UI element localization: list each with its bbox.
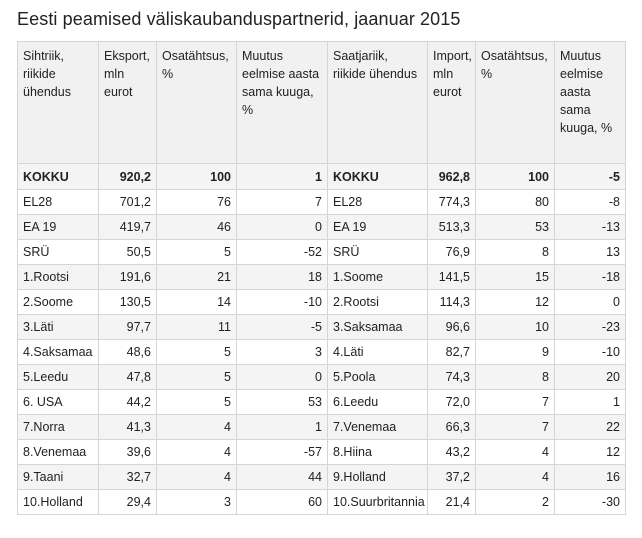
country-cell: EL28 — [18, 190, 99, 215]
value-cell: 74,3 — [428, 365, 476, 390]
value-cell: 16 — [555, 465, 626, 490]
column-header: Osatähtsus, % — [157, 42, 237, 164]
value-cell: 7 — [476, 390, 555, 415]
value-cell: 76 — [157, 190, 237, 215]
value-cell: 114,3 — [428, 290, 476, 315]
value-cell: 66,3 — [428, 415, 476, 440]
table-header-row — [18, 42, 626, 164]
value-cell: -30 — [555, 490, 626, 515]
value-cell: 46 — [157, 215, 237, 240]
table-row-total — [18, 164, 626, 190]
value-cell: 15 — [476, 265, 555, 290]
value-cell: -23 — [555, 315, 626, 340]
column-header: Sihtriik, riikide ühendus — [18, 42, 99, 164]
value-cell: -13 — [555, 215, 626, 240]
column-header: Muutus eelmise aasta sama kuuga, % — [237, 42, 328, 164]
value-cell: 7 — [476, 415, 555, 440]
table-row — [18, 490, 626, 515]
country-cell: KOKKU — [18, 164, 99, 190]
value-cell: -8 — [555, 190, 626, 215]
country-cell: 7.Venemaa — [328, 415, 428, 440]
country-cell: SRÜ — [328, 240, 428, 265]
value-cell: 18 — [237, 265, 328, 290]
value-cell: 3 — [237, 340, 328, 365]
country-cell: 10.Holland — [18, 490, 99, 515]
value-cell: 419,7 — [99, 215, 157, 240]
value-cell: 50,5 — [99, 240, 157, 265]
value-cell: -5 — [555, 164, 626, 190]
table-row — [18, 440, 626, 465]
country-cell: 4.Saksamaa — [18, 340, 99, 365]
value-cell: 32,7 — [99, 465, 157, 490]
value-cell: 1 — [237, 164, 328, 190]
value-cell: 97,7 — [99, 315, 157, 340]
value-cell: 44 — [237, 465, 328, 490]
value-cell: 43,2 — [428, 440, 476, 465]
country-cell: SRÜ — [18, 240, 99, 265]
country-cell: 4.Läti — [328, 340, 428, 365]
value-cell: 962,8 — [428, 164, 476, 190]
country-cell: 8.Hiina — [328, 440, 428, 465]
value-cell: 22 — [555, 415, 626, 440]
value-cell: 0 — [555, 290, 626, 315]
value-cell: 130,5 — [99, 290, 157, 315]
country-cell: 7.Norra — [18, 415, 99, 440]
value-cell: 5 — [157, 390, 237, 415]
country-cell: 9.Holland — [328, 465, 428, 490]
value-cell: 82,7 — [428, 340, 476, 365]
table-row — [18, 290, 626, 315]
table-row — [18, 315, 626, 340]
value-cell: 53 — [237, 390, 328, 415]
value-cell: 5 — [157, 365, 237, 390]
page-title: Eesti peamised väliskaubanduspartnerid, jaanuar 2015 — [17, 9, 461, 29]
column-header: Osatähtsus, % — [476, 42, 555, 164]
value-cell: 53 — [476, 215, 555, 240]
country-cell: 3.Läti — [18, 315, 99, 340]
table-row — [18, 265, 626, 290]
value-cell: 72,0 — [428, 390, 476, 415]
country-cell: 9.Taani — [18, 465, 99, 490]
value-cell: 4 — [157, 415, 237, 440]
value-cell: 513,3 — [428, 215, 476, 240]
value-cell: 8 — [476, 365, 555, 390]
value-cell: -10 — [237, 290, 328, 315]
value-cell: 80 — [476, 190, 555, 215]
country-cell: 1.Soome — [328, 265, 428, 290]
value-cell: 11 — [157, 315, 237, 340]
value-cell: 47,8 — [99, 365, 157, 390]
value-cell: 4 — [476, 440, 555, 465]
country-cell: 6.Leedu — [328, 390, 428, 415]
value-cell: 20 — [555, 365, 626, 390]
trade-partners-table — [17, 41, 626, 515]
value-cell: 44,2 — [99, 390, 157, 415]
country-cell: 8.Venemaa — [18, 440, 99, 465]
value-cell: -57 — [237, 440, 328, 465]
country-cell: EA 19 — [328, 215, 428, 240]
value-cell: 4 — [157, 465, 237, 490]
value-cell: 21 — [157, 265, 237, 290]
value-cell: 21,4 — [428, 490, 476, 515]
value-cell: 9 — [476, 340, 555, 365]
country-cell: 2.Rootsi — [328, 290, 428, 315]
value-cell: 2 — [476, 490, 555, 515]
value-cell: 7 — [237, 190, 328, 215]
value-cell: -10 — [555, 340, 626, 365]
value-cell: 0 — [237, 215, 328, 240]
value-cell: 100 — [476, 164, 555, 190]
value-cell: 920,2 — [99, 164, 157, 190]
country-cell: KOKKU — [328, 164, 428, 190]
value-cell: 0 — [237, 365, 328, 390]
value-cell: 1 — [555, 390, 626, 415]
value-cell: 12 — [476, 290, 555, 315]
value-cell: 37,2 — [428, 465, 476, 490]
value-cell: 12 — [555, 440, 626, 465]
value-cell: 100 — [157, 164, 237, 190]
value-cell: 4 — [476, 465, 555, 490]
value-cell: 5 — [157, 340, 237, 365]
table-row — [18, 415, 626, 440]
value-cell: 141,5 — [428, 265, 476, 290]
table-row — [18, 190, 626, 215]
value-cell: 14 — [157, 290, 237, 315]
value-cell: 774,3 — [428, 190, 476, 215]
value-cell: 3 — [157, 490, 237, 515]
value-cell: 701,2 — [99, 190, 157, 215]
country-cell: 10.Suurbritannia — [328, 490, 428, 515]
value-cell: 39,6 — [99, 440, 157, 465]
country-cell: 5.Poola — [328, 365, 428, 390]
value-cell: 76,9 — [428, 240, 476, 265]
table-row — [18, 365, 626, 390]
value-cell: 29,4 — [99, 490, 157, 515]
value-cell: 4 — [157, 440, 237, 465]
value-cell: 41,3 — [99, 415, 157, 440]
table-row — [18, 215, 626, 240]
table-row — [18, 390, 626, 415]
value-cell: -18 — [555, 265, 626, 290]
value-cell: 191,6 — [99, 265, 157, 290]
table-body — [18, 164, 626, 515]
country-cell: 1.Rootsi — [18, 265, 99, 290]
value-cell: 10 — [476, 315, 555, 340]
value-cell: -5 — [237, 315, 328, 340]
value-cell: -52 — [237, 240, 328, 265]
column-header: Import, mln eurot — [428, 42, 476, 164]
value-cell: 1 — [237, 415, 328, 440]
table-row — [18, 465, 626, 490]
value-cell: 8 — [476, 240, 555, 265]
country-cell: EL28 — [328, 190, 428, 215]
table-row — [18, 240, 626, 265]
value-cell: 13 — [555, 240, 626, 265]
column-header: Eksport, mln eurot — [99, 42, 157, 164]
country-cell: 5.Leedu — [18, 365, 99, 390]
country-cell: 6. USA — [18, 390, 99, 415]
value-cell: 96,6 — [428, 315, 476, 340]
value-cell: 60 — [237, 490, 328, 515]
table-row — [18, 340, 626, 365]
column-header: Saatjariik, riikide ühendus — [328, 42, 428, 164]
country-cell: 3.Saksamaa — [328, 315, 428, 340]
country-cell: 2.Soome — [18, 290, 99, 315]
column-header: Muutus eelmise aasta sama kuuga, % — [555, 42, 626, 164]
country-cell: EA 19 — [18, 215, 99, 240]
value-cell: 5 — [157, 240, 237, 265]
value-cell: 48,6 — [99, 340, 157, 365]
